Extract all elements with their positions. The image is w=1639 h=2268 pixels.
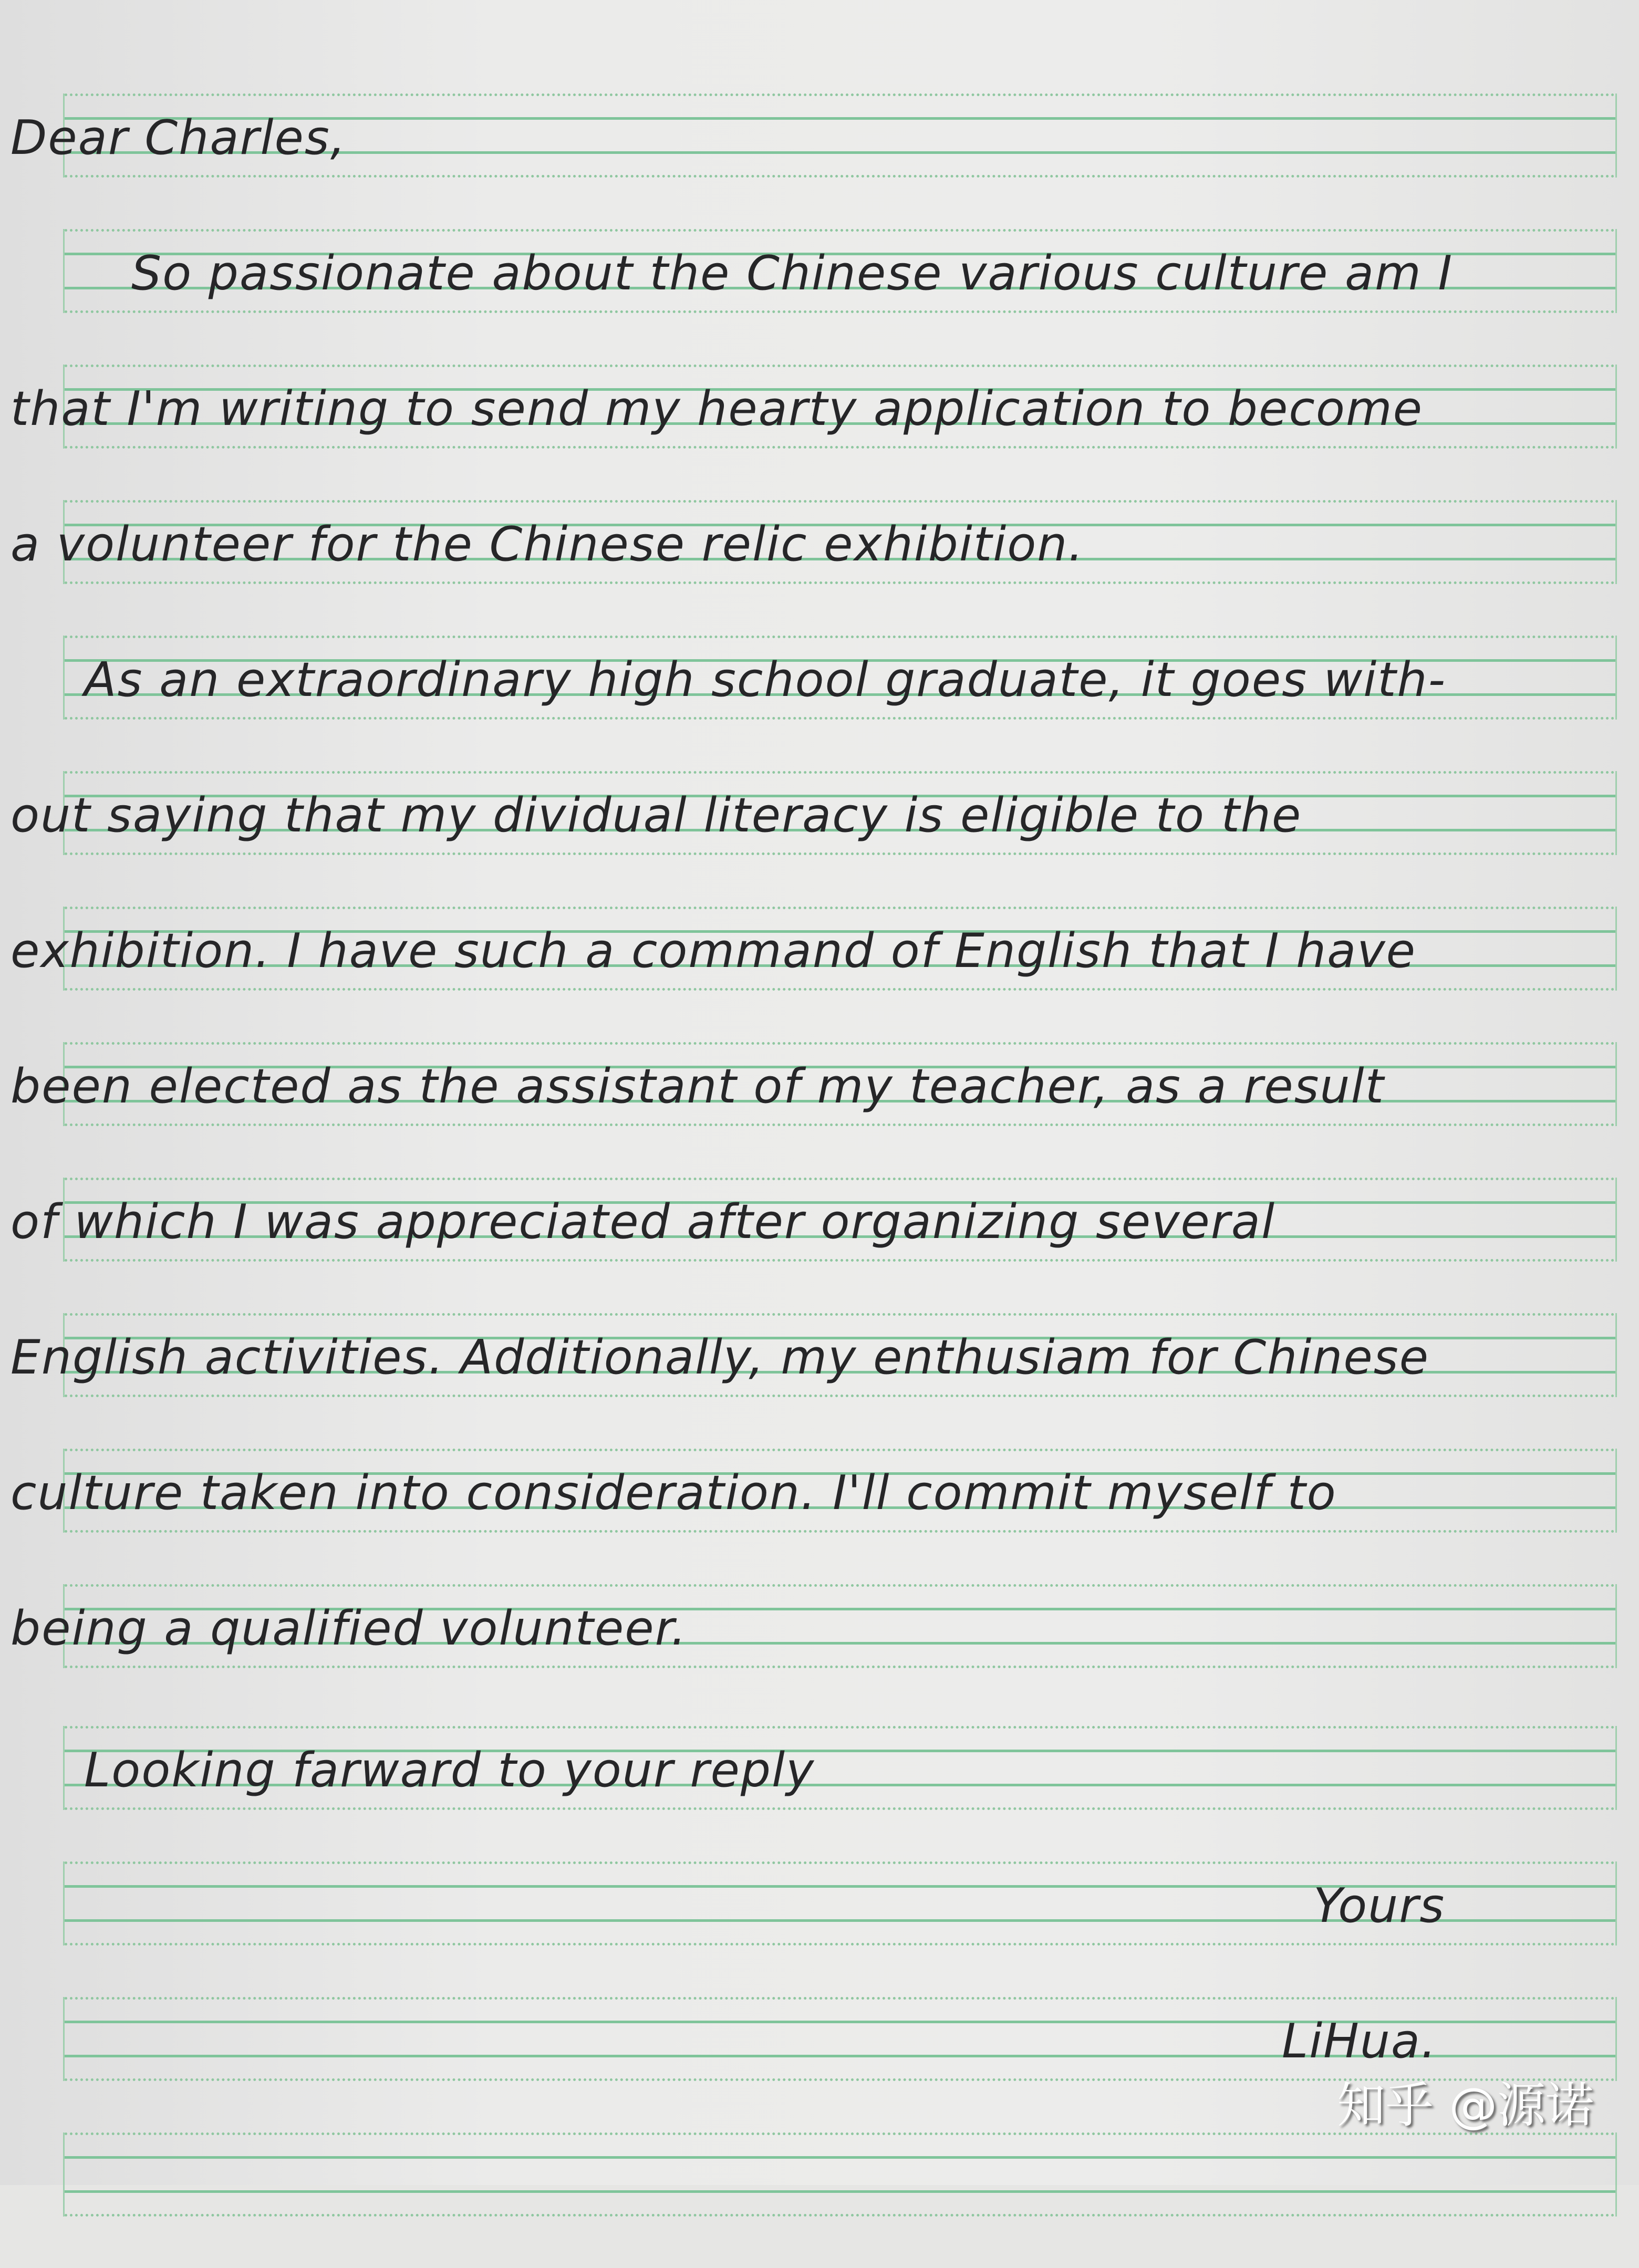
ruled-row <box>0 1042 1639 1178</box>
closing-line: Looking farward to your reply <box>84 1743 815 1798</box>
handwritten-letter <box>0 93 1639 2268</box>
letter-line: out saying that my dividual literacy is eligible to the <box>11 788 1302 843</box>
ruled-row <box>0 365 1639 500</box>
letter-line: exhibition. I have such a command of English that I have <box>11 923 1416 979</box>
ruled-row <box>0 500 1639 636</box>
ruled-row <box>0 93 1639 229</box>
ruled-row <box>0 771 1639 907</box>
ruled-row <box>0 907 1639 1042</box>
letter-line: As an extraordinary high school graduate, it goes with- <box>84 652 1447 708</box>
ruled-row <box>0 2132 1639 2268</box>
ruled-row <box>0 1726 1639 1861</box>
ruled-row <box>0 1861 1639 1997</box>
ruled-row <box>0 1178 1639 1313</box>
ruled-row <box>0 1584 1639 1726</box>
salutation: Dear Charles, <box>11 110 347 165</box>
ruled-row <box>0 1449 1639 1584</box>
zhihu-watermark: 知乎 @源诺 <box>1337 2077 1594 2134</box>
letter-line: being a qualified volunteer. <box>11 1601 687 1656</box>
ruled-row <box>0 1313 1639 1449</box>
letter-line: that I'm writing to send my hearty application to become <box>11 381 1423 436</box>
letter-line: of which I was appreciated after organizing several <box>11 1194 1275 1250</box>
letter-line: So passionate about the Chinese various culture am I <box>131 246 1453 301</box>
letter-line: English activities. Additionally, my enthusiam for Chinese <box>11 1330 1429 1385</box>
signature: LiHua. <box>1282 2014 1437 2069</box>
closing-yours: Yours <box>1313 1878 1446 1933</box>
ruled-row <box>0 636 1639 771</box>
letter-line: been elected as the assistant of my teacher, as a result <box>11 1059 1385 1114</box>
ruled-row <box>0 229 1639 365</box>
letter-line: a volunteer for the Chinese relic exhibition. <box>11 517 1084 572</box>
letter-line: culture taken into consideration. I'll commit myself to <box>11 1465 1337 1521</box>
